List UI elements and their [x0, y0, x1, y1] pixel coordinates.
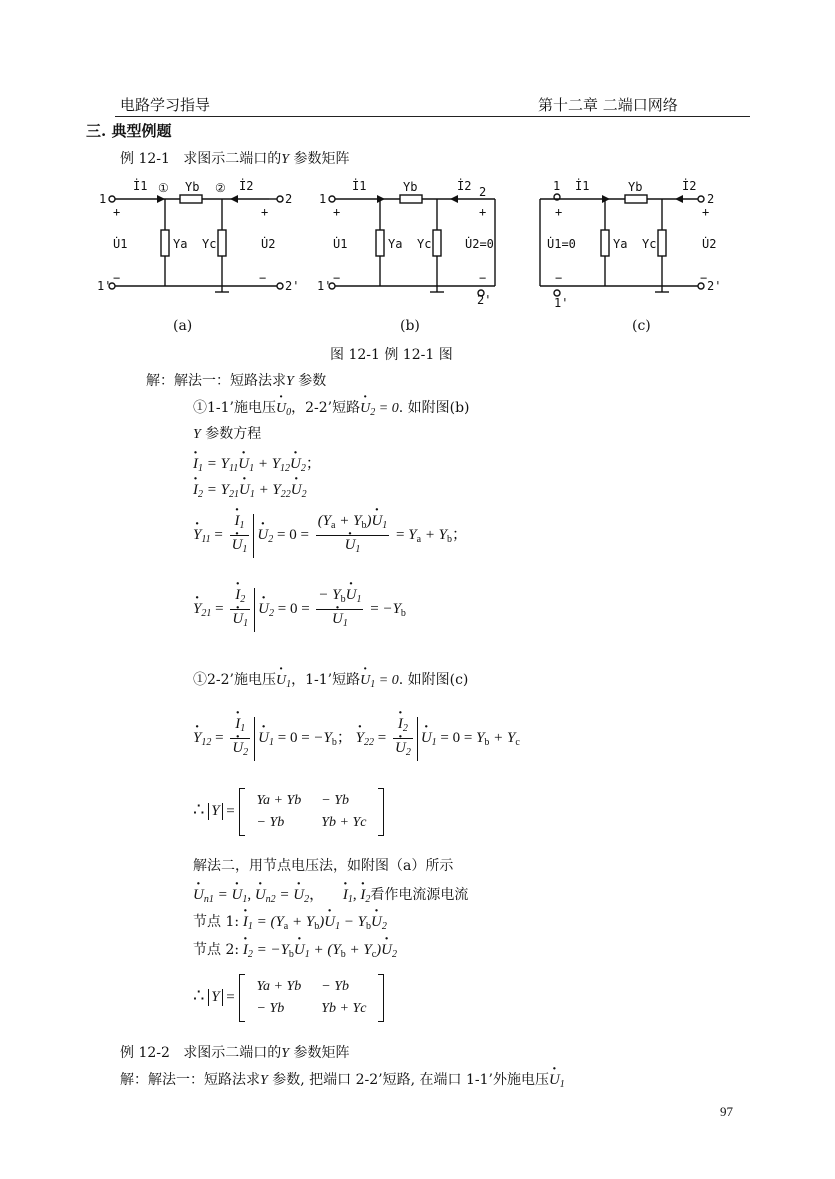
y-matrix-1: ∴ Y = Ya + Yb − Yb − Yb Yb + Yc [193, 788, 384, 836]
example1-statement: 例 12-1 求图示二端口的Y 参数矩阵 [120, 151, 350, 167]
svg-text:−: − [479, 271, 487, 285]
method2-intro: 解法二，用节点电压法，如附图（a）所示 [193, 858, 454, 874]
svg-text:1': 1' [317, 279, 332, 293]
solution-intro: 解：解法一：短路法求Y 参数 [146, 373, 327, 389]
svg-text:+: + [555, 205, 563, 219]
header-left: 电路学习指导 [120, 96, 211, 114]
svg-text:+: + [333, 205, 341, 219]
svg-text:İ1: İ1 [575, 179, 590, 193]
eq-I2: · $I_2 = Y_{21}\cdot U_1 + Y_{22}\cdot U_2$ [193, 482, 307, 500]
svg-text:2': 2' [477, 293, 492, 307]
svg-text:Yb: Yb [403, 180, 418, 194]
node1-eq: 节点 1: · $I_1 = (Y_a + Y_b)\cdot U_1 - Y_b\cdot U_2$ [193, 911, 387, 932]
svg-text:Ya: Ya [173, 237, 188, 251]
svg-text:1': 1' [97, 279, 112, 293]
section-title: 三. 典型例题 [86, 122, 172, 140]
subfig-b-label: (b) [400, 318, 420, 334]
svg-text:1: 1 [553, 179, 561, 193]
svg-text:Yc: Yc [202, 237, 217, 251]
svg-text:İ2: İ2 [457, 179, 472, 193]
svg-text:Ya: Ya [388, 237, 403, 251]
svg-text:−: − [113, 271, 121, 285]
page-number: 97 [720, 1104, 733, 1119]
svg-text:2: 2 [285, 192, 293, 206]
svg-text:−: − [555, 271, 563, 285]
subfig-a-label: (a) [173, 318, 193, 334]
svg-text:+: + [261, 205, 269, 219]
svg-text:U̇2: U̇2 [702, 237, 717, 251]
svg-text:2: 2 [479, 185, 487, 199]
svg-text:Yb: Yb [185, 180, 200, 194]
svg-text:İ2: İ2 [682, 179, 697, 193]
step2: ①2-2’施电压· $U_1$，1-1’短路· $U_1 = 0$. 如附图(c) [193, 669, 468, 690]
svg-text:2': 2' [285, 279, 300, 293]
svg-text:+: + [479, 205, 487, 219]
svg-text:+: + [113, 205, 121, 219]
svg-text:U̇2: U̇2 [261, 237, 276, 251]
svg-text:+: + [702, 205, 710, 219]
svg-text:U̇2=0: U̇2=0 [465, 237, 494, 251]
svg-text:1: 1 [99, 192, 107, 206]
svg-text:Yb: Yb [628, 180, 643, 194]
step1: ①1-1’施电压· $U_0$，2-2’短路· $U_2 = 0$. 如附图(b) [193, 397, 470, 418]
svg-text:U̇1: U̇1 [333, 237, 348, 251]
y-equation-label: Y 参数方程 [193, 426, 262, 442]
svg-text:Yc: Yc [417, 237, 432, 251]
method2-nodes: · $U_{n1}$ = · $U_1$, · $U_{n2}$ = · $U_2$， · $I_1$, · $I_2$看作电流源电流 [193, 883, 468, 905]
svg-text:−: − [700, 271, 708, 285]
svg-text:1': 1' [554, 296, 569, 310]
svg-text:U̇1=0: U̇1=0 [547, 237, 576, 251]
circuit-a [109, 195, 283, 292]
eq-Y21: · $Y_{21}$ = · $I_2$ · $U_1$ · $U_2 = 0$ = − $Y_b\cdot U_1$ · $U_1$ = $-Y_b$ [193, 586, 406, 633]
svg-text:Yc: Yc [642, 237, 657, 251]
svg-text:U̇1: U̇1 [113, 237, 128, 251]
svg-text:②: ② [215, 181, 226, 195]
svg-text:−: − [259, 271, 267, 285]
eq-I1: · $I_1 = Y_{11}\cdot U_1 + Y_{12}\cdot U_2$； [193, 452, 321, 474]
example2-statement: 例 12-2 求图示二端口的Y 参数矩阵 [120, 1045, 350, 1061]
svg-text:−: − [333, 271, 341, 285]
svg-text:2': 2' [707, 279, 722, 293]
svg-text:İ1: İ1 [133, 179, 148, 193]
svg-text:İ1: İ1 [352, 179, 367, 193]
figure-caption: 图 12-1 例 12-1 图 [330, 347, 453, 363]
svg-text:2: 2 [707, 192, 715, 206]
solution2-intro: 解：解法一：短路法求Y 参数, 把端口 2-2’短路, 在端口 1-1’外施电压· $U_1$ [120, 1069, 565, 1090]
svg-text:①: ① [158, 181, 169, 195]
svg-text:İ2: İ2 [239, 179, 254, 193]
svg-text:1: 1 [319, 192, 327, 206]
subfig-c-label: (c) [632, 318, 651, 334]
node2-eq: 节点 2: · $I_2 = -Y_b\cdot U_1 + (Y_b + Y_c)\cdot U_2$ [193, 939, 397, 960]
svg-text:Ya: Ya [613, 237, 628, 251]
y-matrix-2: ∴ Y = Ya + Yb − Yb − Yb Yb + Yc [193, 974, 384, 1022]
figure-12-1 [95, 170, 755, 310]
eq-Y11: · $Y_{11}$ = · $I_1$ · $U_1$ · $U_2 = 0$ = $(Y_a + Y_b)\cdot U_1$ · $U_1$ = $Y_a + Y_b$； [193, 512, 467, 559]
header-right: 第十二章 二端口网络 [538, 96, 678, 114]
eq-Y12-Y22: · $Y_{12}$ = · $I_1$ · $U_2$ · $U_1 = 0 = -Y_b$； · $Y_{22}$ = · $I_2$ · $U_2$ · $U_1 = 0 = Y_b + Y_c$ [193, 715, 520, 762]
header-rule [115, 116, 750, 117]
